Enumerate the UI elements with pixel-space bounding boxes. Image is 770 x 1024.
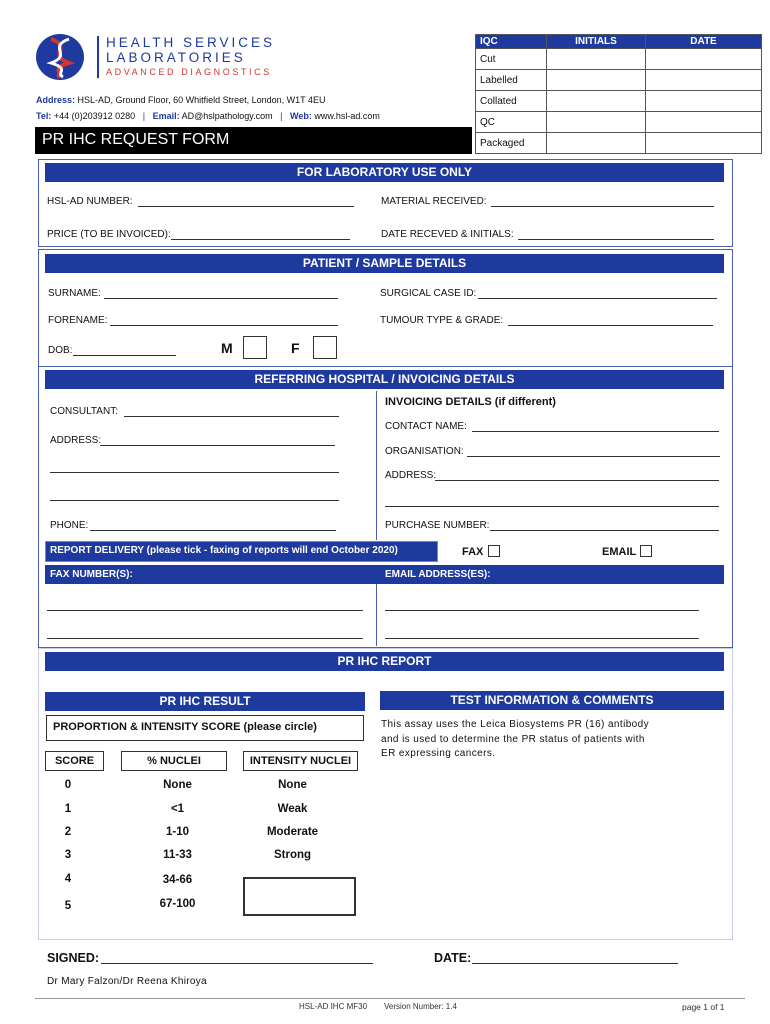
footer-version: Version Number: 1.4 [384, 1002, 457, 1011]
iqc-table [475, 34, 762, 154]
initials-cell[interactable] [547, 91, 646, 112]
score-value[interactable]: 5 [64, 900, 72, 912]
test-info-text-line3: ER expressing cancers. [381, 748, 496, 759]
signed-label: SIGNED: [47, 951, 100, 965]
separator: | [280, 111, 283, 121]
fax-numbers-label: FAX NUMBER(S): [50, 569, 133, 580]
footer-page: page 1 of 1 [682, 1002, 725, 1012]
material-received-field[interactable] [491, 206, 714, 207]
material-received-label: MATERIAL RECEIVED: [381, 196, 487, 207]
tel-value: +44 (0)203912 0280 [53, 111, 136, 121]
email-option-label: EMAIL [602, 546, 637, 558]
phone-label: PHONE: [50, 520, 89, 531]
date-cell[interactable] [646, 112, 762, 133]
contact-line [36, 111, 380, 121]
nuclei-value[interactable]: <1 [170, 803, 185, 815]
organisation-label: ORGANISATION: [385, 446, 464, 457]
separator: | [142, 111, 146, 121]
test-info-text-line1: This assay uses the Leica Biosystems PR (16) antibody [381, 719, 649, 730]
intensity-value[interactable]: Weak [277, 803, 308, 815]
signed-field[interactable] [101, 963, 373, 964]
dob-label: DOB: [48, 345, 73, 356]
lab-use-title: FOR LABORATORY USE ONLY [45, 163, 724, 182]
nuclei-value[interactable]: 1-10 [165, 826, 190, 838]
iqc-row-label: Cut [476, 49, 547, 70]
initials-cell[interactable] [547, 70, 646, 91]
surname-field[interactable] [104, 298, 338, 299]
address-field-3[interactable] [50, 500, 339, 501]
tel-label: Tel: [36, 111, 52, 121]
score-value[interactable]: 2 [64, 826, 72, 838]
test-info-text-line2: and is used to determine the PR status of patients with [381, 734, 645, 745]
score-col-header: SCORE [45, 751, 104, 771]
dob-field[interactable] [73, 355, 176, 356]
form-title: PR IHC REQUEST FORM [42, 131, 230, 148]
score-value[interactable]: 1 [64, 803, 72, 815]
org-name-line1: HEALTH SERVICES [106, 35, 276, 50]
delivery-divider [376, 584, 377, 646]
intensity-value[interactable]: None [278, 779, 307, 791]
web-label: Web: [289, 111, 312, 121]
date-cell[interactable] [646, 91, 762, 112]
email-checkbox[interactable] [640, 545, 652, 557]
iqc-row-label: Packaged [476, 133, 547, 154]
result-title: PR IHC RESULT [45, 692, 365, 711]
price-label: PRICE (TO BE INVOICED): [47, 229, 171, 240]
score-value[interactable]: 3 [64, 849, 72, 861]
iqc-row-label: Labelled [476, 70, 547, 91]
inv-address-label: ADDRESS: [385, 470, 437, 481]
hsl-logo [35, 33, 85, 81]
tumour-type-field[interactable] [508, 325, 713, 326]
female-label: F [291, 340, 300, 356]
address-label-ref: ADDRESS: [50, 435, 102, 446]
initials-cell[interactable] [547, 112, 646, 133]
surgical-case-label: SURGICAL CASE ID: [380, 288, 477, 299]
nuclei-col-header: % NUCLEI [121, 751, 227, 771]
address-value: HSL-AD, Ground Floor, 60 Whitfield Street, London, W1T 4EU [77, 95, 326, 105]
address-field-1[interactable] [100, 445, 335, 446]
address-label: Address: [36, 95, 76, 105]
date-cell[interactable] [646, 70, 762, 91]
male-checkbox[interactable] [243, 336, 267, 359]
hsl-number-label: HSL-AD NUMBER: [47, 196, 133, 207]
date-cell[interactable] [646, 49, 762, 70]
male-label: M [221, 340, 233, 356]
iqc-header: IQC [476, 35, 547, 49]
sign-date-field[interactable] [472, 963, 678, 964]
initials-cell[interactable] [547, 49, 646, 70]
proportion-label: PROPORTION & INTENSITY SCORE (please circle) [53, 721, 317, 733]
logo-divider [97, 36, 99, 78]
forename-field[interactable] [110, 325, 338, 326]
patient-title: PATIENT / SAMPLE DETAILS [45, 254, 724, 273]
report-title: PR IHC REPORT [45, 652, 724, 671]
footer-rule [35, 998, 745, 999]
org-name-line2: LABORATORIES [106, 50, 246, 65]
score-value[interactable]: 4 [64, 873, 72, 885]
email-addresses-label: EMAIL ADDRESS(ES): [385, 569, 491, 580]
web-value: www.hsl-ad.com [314, 111, 380, 121]
total-score-box[interactable] [243, 877, 356, 916]
fax-checkbox[interactable] [488, 545, 500, 557]
initials-header: INITIALS [547, 35, 646, 49]
address-line [36, 95, 325, 105]
score-value[interactable]: 0 [64, 779, 72, 791]
delivery-title: REPORT DELIVERY (please tick - faxing of reports will end October 2020) [50, 545, 398, 556]
tumour-type-label: TUMOUR TYPE & GRADE: [380, 315, 504, 326]
email-label: Email: [152, 111, 180, 121]
hsl-number-field[interactable] [138, 206, 354, 207]
forename-label: FORENAME: [48, 315, 108, 326]
inv-address-field-2[interactable] [385, 506, 719, 507]
iqc-row-label: QC [476, 112, 547, 133]
date-received-label: DATE RECEVED & INITIALS: [381, 229, 514, 240]
invoicing-title: INVOICING DETAILS (if different) [385, 396, 556, 408]
email-address-field-1[interactable] [385, 610, 699, 611]
email-value: AD@hslpathology.com [181, 111, 273, 121]
purchase-number-field[interactable] [490, 530, 719, 531]
nuclei-value[interactable]: 34-66 [162, 874, 193, 886]
contact-name-label: CONTACT NAME: [385, 421, 467, 432]
nuclei-value[interactable]: 11-33 [163, 849, 192, 861]
nuclei-value[interactable]: None [163, 779, 192, 791]
nuclei-value[interactable]: 67-100 [159, 898, 196, 910]
date-header: DATE [646, 35, 762, 49]
fax-number-field-1[interactable] [47, 610, 363, 611]
phone-field[interactable] [90, 530, 336, 531]
female-checkbox[interactable] [313, 336, 337, 359]
fax-number-field-2[interactable] [47, 638, 363, 639]
intensity-value[interactable]: Moderate [266, 826, 319, 838]
address-field-2[interactable] [50, 472, 339, 473]
column-divider [376, 391, 377, 540]
surname-label: SURNAME: [48, 288, 101, 299]
test-info-title: TEST INFORMATION & COMMENTS [380, 691, 724, 710]
email-address-field-2[interactable] [385, 638, 699, 639]
initials-cell[interactable] [547, 133, 646, 154]
footer-doc-id: HSL-AD IHC MF30 [299, 1002, 368, 1011]
date-received-field[interactable] [518, 239, 714, 240]
consultant-label: CONSULTANT: [50, 406, 118, 417]
date-cell[interactable] [646, 133, 762, 154]
contact-name-field[interactable] [472, 431, 719, 432]
intensity-col-header: INTENSITY NUCLEI [243, 751, 358, 771]
sign-date-label: DATE: [434, 951, 472, 965]
organisation-field[interactable] [467, 456, 720, 457]
doctors-names: Dr Mary Falzon/Dr Reena Khiroya [47, 976, 207, 987]
referring-title: REFERRING HOSPITAL / INVOICING DETAILS [45, 370, 724, 389]
purchase-number-label: PURCHASE NUMBER: [385, 520, 490, 531]
fax-option-label: FAX [462, 546, 484, 558]
price-field[interactable] [171, 239, 350, 240]
intensity-value[interactable]: Strong [273, 849, 312, 861]
consultant-field[interactable] [124, 416, 339, 417]
inv-address-field-1[interactable] [435, 480, 719, 481]
iqc-row-label: Collated [476, 91, 547, 112]
org-name-line3: ADVANCED DIAGNOSTICS [106, 67, 272, 77]
referring-section [38, 366, 733, 648]
surgical-case-field[interactable] [478, 298, 717, 299]
